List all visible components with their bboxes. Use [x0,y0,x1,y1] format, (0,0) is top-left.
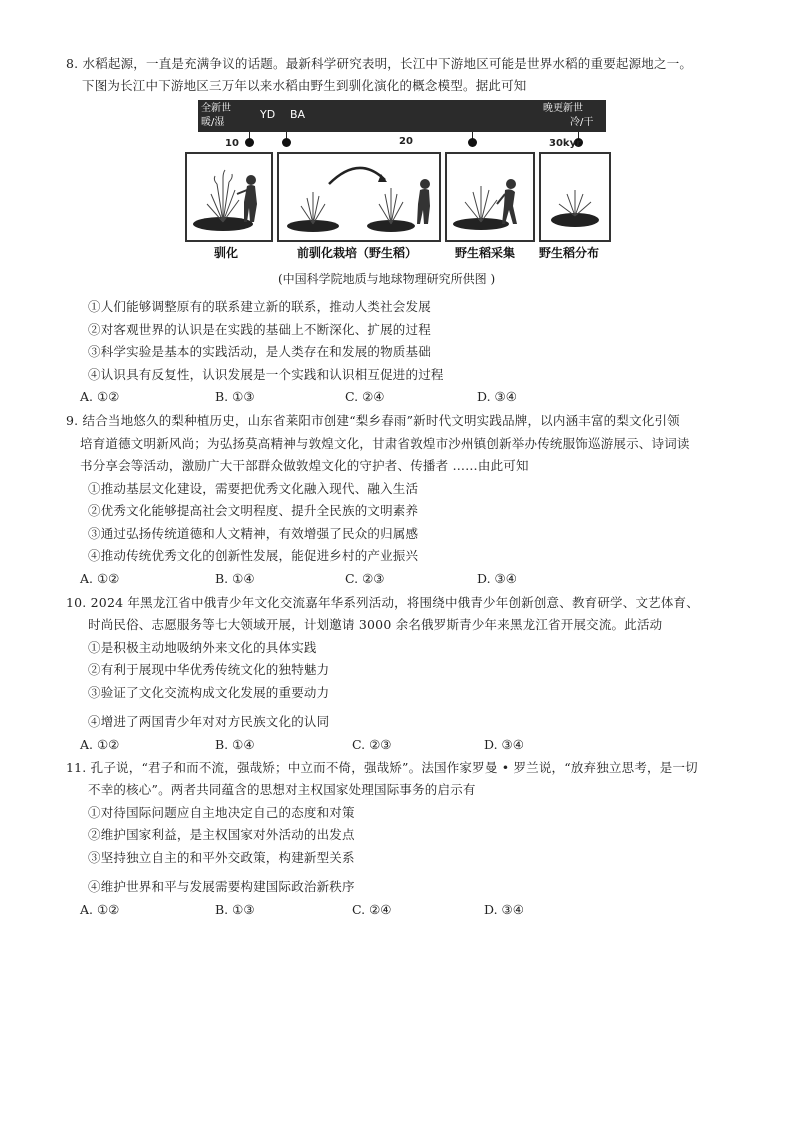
timeline-bar [198,100,606,132]
q9-option-a[interactable]: A. ①② [80,571,120,586]
q11-option-a[interactable]: A. ①② [80,902,120,917]
q8-option-a[interactable]: A. ①② [80,389,120,404]
timeline-warm-wet: 暖/湿 [201,117,225,128]
q11-item-4: ④维护世界和平与发展需要构建国际政治新秩序 [88,879,355,894]
q8-option-c[interactable]: C. ②④ [345,389,385,404]
q11-option-c[interactable]: C. ②④ [352,902,392,917]
label-domestication: 驯化 [214,246,239,260]
tick-10: 10 [225,138,239,149]
q9-option-c[interactable]: C. ②③ [345,571,385,586]
q10-item-1: ①是积极主动地吸纳外来文化的具体实践 [88,640,317,655]
q11-stem-line-2: 不幸的核心”。两者共同蕴含的思想对主权国家处理国际事务的启示有 [88,782,476,797]
q8-item-3: ③科学实验是基本的实践活动，是人类存在和发展的物质基础 [88,344,431,359]
timeline-ba: BA [290,108,306,121]
rice-evolution-figure [183,100,609,268]
wild-distribution-illustration [541,154,609,240]
q9-item-2: ②优秀文化能够提高社会文明程度、提升全民族的文明素养 [88,503,419,518]
domestication-illustration [187,154,271,240]
q9-stem-line-2: 培育道德文明新风尚；为弘扬莫高精神与敦煌文化，甘肃省敦煌市沙州镇创新举办传统服饰巡游展示、诗词读 [80,436,690,451]
q10-stem-line-2: 时尚民俗、志愿服务等七大领域开展，计划邀请 3000 余名俄罗斯青少年来黑龙江省开展交流。此活动 [88,617,663,632]
q10-option-c[interactable]: C. ②③ [352,737,392,752]
label-pre-domestication: 前驯化栽培（野生稻） [297,246,418,260]
tick-30kyr: 30kyr [549,138,582,149]
q10-item-4: ④增进了两国青少年对对方民族文化的认同 [88,714,330,729]
timeline-yd: YD [260,108,276,121]
panel-domestication [185,152,273,242]
q11-item-2: ②维护国家利益，是主权国家对外活动的出发点 [88,827,355,842]
q11-option-d[interactable]: D. ③④ [484,902,524,917]
q10-item-2: ②有利于展现中华优秀传统文化的独特魅力 [88,662,330,677]
q9-option-d[interactable]: D. ③④ [477,571,517,586]
timeline-late-pleistocene: 晚更新世 [543,103,583,114]
q9-item-1: ①推动基层文化建设，需要把优秀文化融入现代、融入生活 [88,481,419,496]
q8-stem-line-1: 8. 水稻起源，一直是充满争议的话题。最新科学研究表明，长江中下游地区可能是世界水稻的重要起源地之一。 [66,56,693,71]
label-wild-distribution: 野生稻分布 [539,246,600,260]
tick-20: 20 [399,136,413,147]
timeline-holocene: 全新世 [201,103,231,114]
q11-stem-line-1: 11. 孔子说，“君子和而不流，强哉矫；中立而不倚，强哉矫”。法国作家罗曼 • 罗兰说，“放弃独立思考，是一切 [66,760,698,775]
q10-item-3: ③验证了文化交流构成文化发展的重要动力 [88,685,330,700]
q9-stem-line-1: 9. 结合当地悠久的梨种植历史，山东省莱阳市创建“梨乡春雨”新时代文明实践品牌，以内涵丰富的梨文化引领 [66,413,680,428]
wild-gathering-illustration [447,154,533,240]
q10-stem-line-1: 10. 2024 年黑龙江省中俄青少年文化交流嘉年华系列活动，将围绕中俄青少年创新创意、教育研学、文艺体育、 [66,595,699,610]
q10-option-d[interactable]: D. ③④ [484,737,524,752]
q8-item-1: ①人们能够调整原有的联系建立新的联系，推动人类社会发展 [88,299,431,314]
q10-option-a[interactable]: A. ①② [80,737,120,752]
q9-item-4: ④推动传统优秀文化的创新性发展，能促进乡村的产业振兴 [88,548,419,563]
pin-dot-3 [468,138,477,147]
q11-option-b[interactable]: B. ①③ [215,902,255,917]
q8-item-2: ②对客观世界的认识是在实践的基础上不断深化、扩展的过程 [88,322,431,337]
q9-stem-line-3: 书分享会等活动，激励广大干部群众做敦煌文化的守护者、传播者 ……由此可知 [80,458,529,473]
q8-option-b[interactable]: B. ①③ [215,389,255,404]
panel-wild-gathering [445,152,535,242]
q8-option-d[interactable]: D. ③④ [477,389,517,404]
label-wild-gathering: 野生稻采集 [455,246,516,260]
q10-option-b[interactable]: B. ①④ [215,737,255,752]
q9-item-3: ③通过弘扬传统道德和人文精神，有效增强了民众的归属感 [88,526,419,541]
timeline-cold-dry: 冷/干 [570,117,594,128]
pin-dot-1 [245,138,254,147]
q9-option-b[interactable]: B. ①④ [215,571,255,586]
figure-caption: (中国科学院地质与地球物理研究所供图 ) [278,272,496,286]
q8-item-4: ④认识具有反复性，认识发展是一个实践和认识相互促进的过程 [88,367,444,382]
pre-domestication-illustration [279,154,439,240]
q11-item-3: ③坚持独立自主的和平外交政策，构建新型关系 [88,850,355,865]
q8-stem-line-2: 下图为长江中下游地区三万年以来水稻由野生到驯化演化的概念模型。据此可知 [82,78,527,93]
pin-dot-2 [282,138,291,147]
q11-item-1: ①对待国际问题应自主地决定自己的态度和对策 [88,805,355,820]
panel-wild-distribution [539,152,611,242]
panel-pre-domestication [277,152,441,242]
